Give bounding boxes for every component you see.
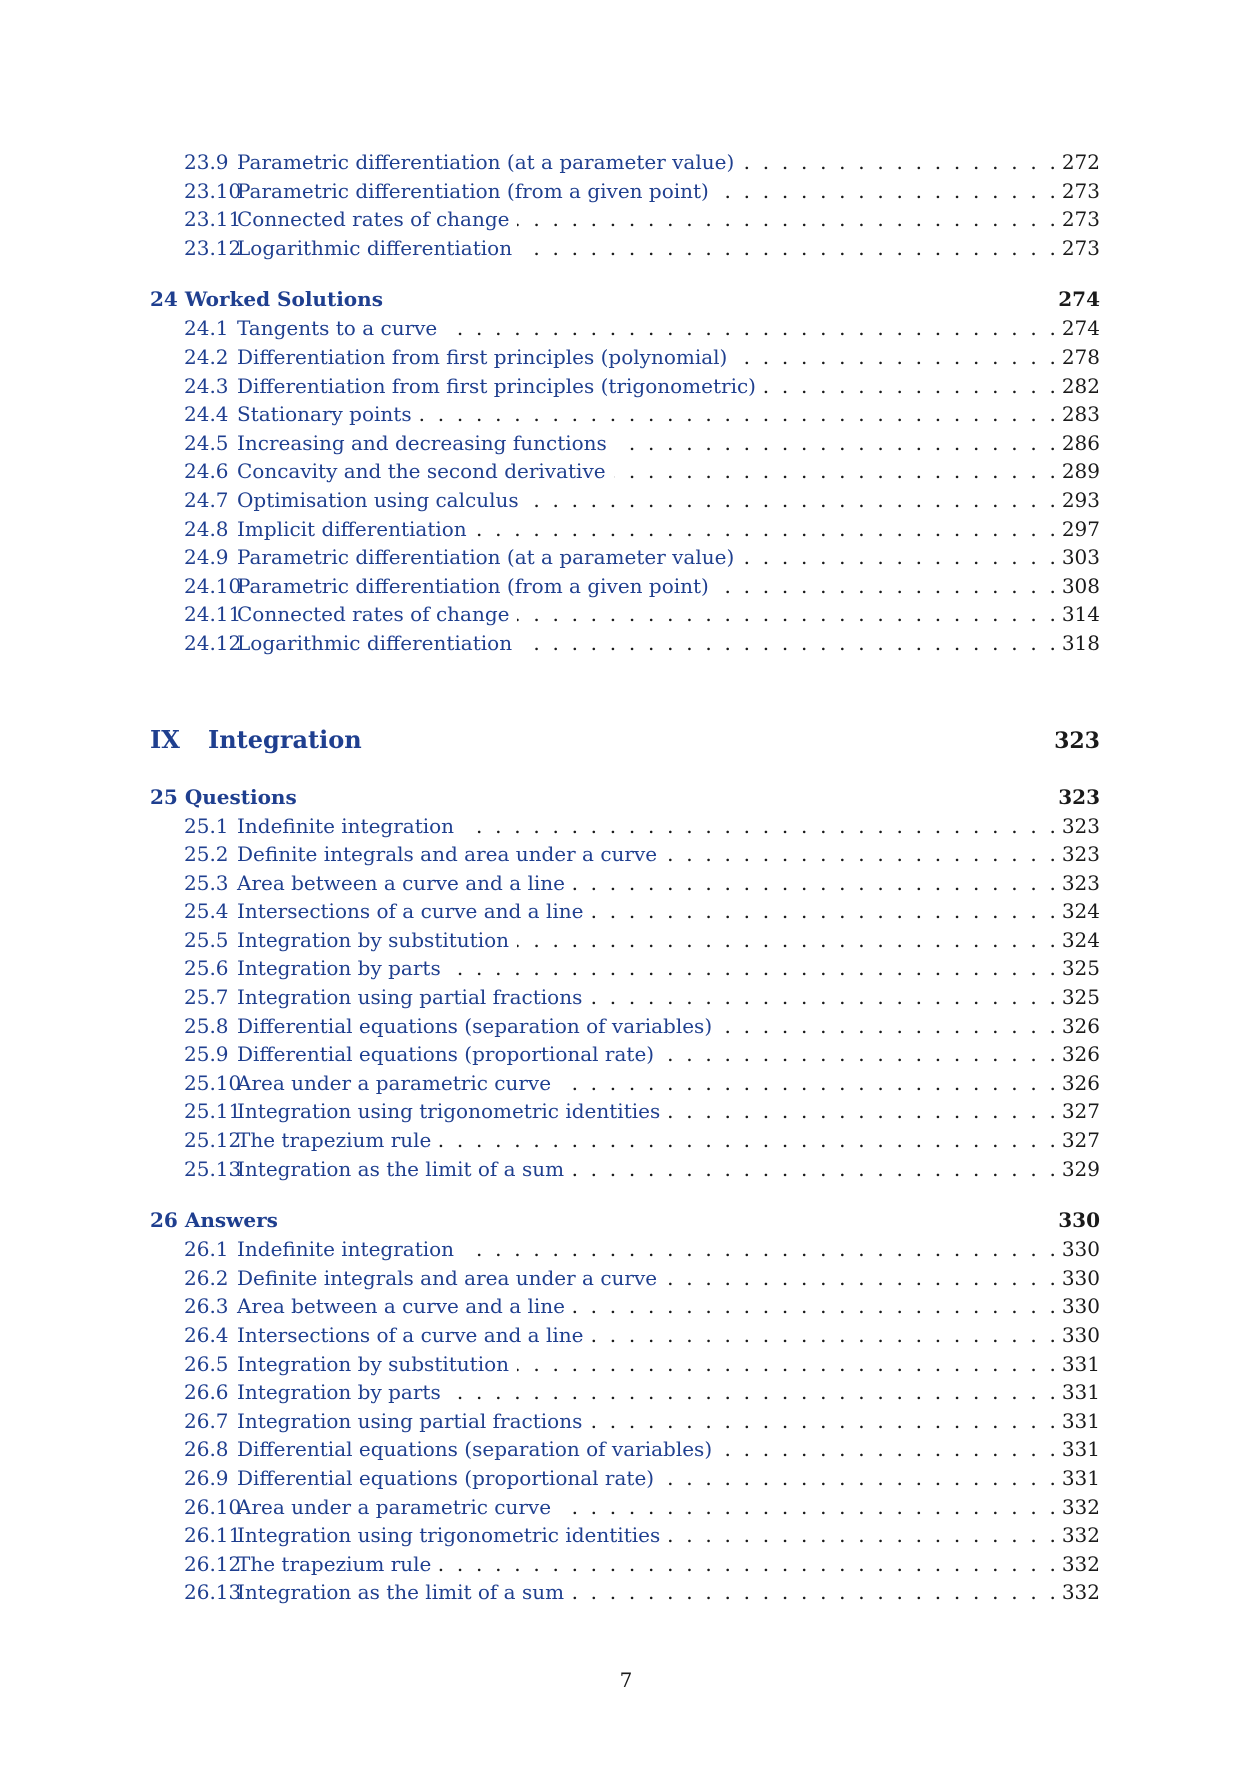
section-number: 24.8 bbox=[184, 516, 229, 541]
section-number: 26.4 bbox=[184, 1323, 229, 1347]
leader-dots bbox=[742, 148, 1056, 177]
page-number: 282 bbox=[1061, 373, 1100, 398]
leader-dots bbox=[475, 515, 1056, 544]
section-number: 24.10 bbox=[184, 573, 242, 598]
section-number: 23.11 bbox=[184, 207, 242, 232]
page-number: 303 bbox=[1061, 545, 1100, 570]
toc-entry[interactable] bbox=[150, 1350, 1100, 1379]
section-title: Differential equations (separation of variables) bbox=[237, 1437, 713, 1462]
leader-dots bbox=[717, 177, 1056, 206]
toc-entry[interactable] bbox=[150, 1435, 1100, 1464]
leader-dots bbox=[572, 1578, 1056, 1607]
toc-section-group-26 bbox=[150, 1235, 1100, 1607]
section-number: 24.4 bbox=[184, 402, 229, 427]
section-title: Logarithmic differentiation bbox=[237, 235, 513, 260]
toc-entry[interactable] bbox=[150, 343, 1100, 372]
page-number: 331 bbox=[1061, 1437, 1100, 1462]
section-number: 26.12 bbox=[184, 1551, 242, 1576]
section-title: Differentiation from first principles (polynomial) bbox=[237, 344, 728, 369]
leader-dots bbox=[527, 486, 1056, 515]
leader-dots bbox=[662, 1040, 1056, 1069]
toc-entry[interactable] bbox=[150, 1264, 1100, 1293]
leader-dots bbox=[445, 314, 1056, 343]
toc-entry[interactable] bbox=[150, 926, 1100, 955]
page-number: 329 bbox=[1061, 1156, 1100, 1181]
toc-entry[interactable] bbox=[150, 897, 1100, 926]
leader-dots bbox=[720, 1435, 1056, 1464]
leader-dots bbox=[742, 543, 1056, 572]
toc-entry[interactable] bbox=[150, 983, 1100, 1012]
leader-dots bbox=[517, 926, 1056, 955]
toc-entry[interactable] bbox=[150, 372, 1100, 401]
toc-chapter-24[interactable] bbox=[150, 284, 1100, 314]
page-number: 330 bbox=[1061, 1323, 1100, 1347]
part-number: IX bbox=[150, 724, 180, 754]
section-number: 23.10 bbox=[184, 178, 242, 203]
page-number: 323 bbox=[1061, 813, 1100, 838]
chapter-page-number: 274 bbox=[1058, 287, 1100, 312]
toc-section-group-25 bbox=[150, 812, 1100, 1184]
section-title: The trapezium rule bbox=[237, 1128, 432, 1153]
toc-entry[interactable] bbox=[150, 148, 1100, 177]
page-number: 308 bbox=[1061, 573, 1100, 598]
section-title: Definite integrals and area under a curve bbox=[237, 1265, 658, 1290]
section-number: 24.7 bbox=[184, 487, 229, 512]
chapter-number: 26 bbox=[150, 1208, 178, 1233]
toc-entry[interactable] bbox=[150, 205, 1100, 234]
toc-entry[interactable] bbox=[150, 1407, 1100, 1436]
toc-entry[interactable] bbox=[150, 1521, 1100, 1550]
chapter-page-number: 330 bbox=[1058, 1208, 1100, 1233]
section-title: Area between a curve and a line bbox=[237, 1294, 565, 1319]
toc-entry[interactable] bbox=[150, 1493, 1100, 1522]
section-number: 26.6 bbox=[184, 1380, 229, 1405]
section-number: 26.2 bbox=[184, 1265, 229, 1290]
section-number: 24.6 bbox=[184, 459, 229, 484]
section-number: 25.1 bbox=[184, 813, 229, 838]
section-number: 24.5 bbox=[184, 430, 229, 455]
section-number: 25.4 bbox=[184, 899, 229, 924]
page-number: 283 bbox=[1061, 402, 1100, 427]
section-title: Implicit differentiation bbox=[237, 516, 467, 541]
section-number: 25.13 bbox=[184, 1156, 242, 1181]
page-number: 293 bbox=[1061, 487, 1100, 512]
section-number: 26.10 bbox=[184, 1494, 242, 1519]
toc-entry[interactable] bbox=[150, 400, 1100, 429]
section-number: 25.3 bbox=[184, 870, 229, 895]
page-number: 331 bbox=[1061, 1465, 1100, 1490]
page-number: 331 bbox=[1061, 1351, 1100, 1376]
section-title: Area between a curve and a line bbox=[237, 870, 565, 895]
leader-dots bbox=[615, 429, 1056, 458]
page-number: 327 bbox=[1061, 1128, 1100, 1153]
section-title: Connected rates of change bbox=[237, 207, 510, 232]
toc-entry[interactable] bbox=[150, 1097, 1100, 1126]
section-title: Integration using trigonometric identities bbox=[237, 1099, 661, 1124]
leader-dots bbox=[520, 629, 1056, 658]
toc-entry[interactable] bbox=[150, 1550, 1100, 1579]
leader-dots bbox=[735, 343, 1055, 372]
chapter-number: 25 bbox=[150, 784, 178, 809]
chapter-title: Answers bbox=[184, 1208, 278, 1233]
page-number: 326 bbox=[1061, 1013, 1100, 1038]
section-title: Parametric differentiation (at a parameter value) bbox=[237, 150, 735, 174]
section-title: Increasing and decreasing functions bbox=[237, 430, 607, 455]
leader-dots bbox=[439, 1550, 1055, 1579]
section-number: 25.10 bbox=[184, 1070, 242, 1095]
page-number: 324 bbox=[1061, 899, 1100, 924]
page-number: 325 bbox=[1061, 985, 1100, 1010]
page-number: 331 bbox=[1061, 1408, 1100, 1433]
page-number: 286 bbox=[1061, 430, 1100, 455]
toc-entry[interactable] bbox=[150, 572, 1100, 601]
page-number: 273 bbox=[1061, 178, 1100, 203]
toc-chapter-26[interactable] bbox=[150, 1205, 1100, 1235]
section-title: Integration by substitution bbox=[237, 927, 510, 952]
leader-dots bbox=[665, 840, 1056, 869]
section-number: 24.1 bbox=[184, 316, 229, 341]
section-number: 25.9 bbox=[184, 1042, 229, 1067]
toc-entry[interactable] bbox=[150, 1126, 1100, 1155]
toc-entry[interactable] bbox=[150, 840, 1100, 869]
section-number: 26.9 bbox=[184, 1465, 229, 1490]
leader-dots bbox=[668, 1521, 1056, 1550]
toc-chapter-25[interactable] bbox=[150, 782, 1100, 812]
section-title: Indefinite integration bbox=[237, 813, 455, 838]
page-number: 332 bbox=[1061, 1523, 1100, 1548]
section-title: The trapezium rule bbox=[237, 1551, 432, 1576]
section-title: Area under a parametric curve bbox=[237, 1494, 552, 1519]
section-number: 25.6 bbox=[184, 956, 229, 981]
section-number: 23.9 bbox=[184, 150, 229, 174]
section-title: Differential equations (proportional rate) bbox=[237, 1465, 655, 1490]
section-number: 25.11 bbox=[184, 1099, 242, 1124]
leader-dots bbox=[449, 954, 1056, 983]
section-number: 24.2 bbox=[184, 344, 229, 369]
toc-entry[interactable] bbox=[150, 1235, 1100, 1264]
toc-entry[interactable] bbox=[150, 1155, 1100, 1184]
section-number: 26.13 bbox=[184, 1580, 242, 1605]
toc-section-group-23 bbox=[150, 148, 1100, 262]
leader-dots bbox=[662, 1464, 1056, 1493]
toc-entry[interactable] bbox=[150, 429, 1100, 458]
page-number: 274 bbox=[1061, 316, 1100, 341]
leader-dots bbox=[590, 1407, 1055, 1436]
section-title: Integration as the limit of a sum bbox=[237, 1580, 565, 1605]
chapter-number: 24 bbox=[150, 287, 178, 312]
leader-dots bbox=[462, 1235, 1056, 1264]
section-number: 23.12 bbox=[184, 235, 242, 260]
toc-entry[interactable] bbox=[150, 177, 1100, 206]
page-number: 323 bbox=[1061, 842, 1100, 867]
leader-dots bbox=[517, 600, 1055, 629]
section-title: Parametric differentiation (from a given point) bbox=[237, 573, 709, 598]
toc-entry[interactable] bbox=[150, 1321, 1100, 1350]
leader-dots bbox=[614, 457, 1056, 486]
section-number: 24.11 bbox=[184, 602, 242, 627]
section-title: Integration using trigonometric identities bbox=[237, 1523, 661, 1548]
page-footer-number: 7 bbox=[619, 1668, 633, 1692]
section-number: 26.3 bbox=[184, 1294, 229, 1319]
leader-dots bbox=[520, 234, 1056, 263]
toc-entry[interactable] bbox=[150, 543, 1100, 572]
section-number: 25.8 bbox=[184, 1013, 229, 1038]
section-title: Stationary points bbox=[237, 402, 412, 427]
section-title: Connected rates of change bbox=[237, 602, 510, 627]
section-number: 26.1 bbox=[184, 1237, 229, 1262]
page-number: 323 bbox=[1061, 870, 1100, 895]
page-number: 330 bbox=[1061, 1237, 1100, 1262]
toc-entry[interactable] bbox=[150, 1040, 1100, 1069]
page-number: 318 bbox=[1061, 630, 1100, 655]
leader-dots bbox=[665, 1264, 1056, 1293]
section-number: 26.11 bbox=[184, 1523, 242, 1548]
leader-dots bbox=[420, 400, 1056, 429]
section-title: Integration using partial fractions bbox=[237, 985, 583, 1010]
table-of-contents bbox=[150, 148, 1100, 1607]
section-title: Area under a parametric curve bbox=[237, 1070, 552, 1095]
toc-entry[interactable] bbox=[150, 1069, 1100, 1098]
page-number: 325 bbox=[1061, 956, 1100, 981]
toc-entry[interactable] bbox=[150, 812, 1100, 841]
section-title: Logarithmic differentiation bbox=[237, 630, 513, 655]
page-number: 326 bbox=[1061, 1042, 1100, 1067]
page-number: 331 bbox=[1061, 1380, 1100, 1405]
page-number: 272 bbox=[1061, 150, 1100, 174]
leader-dots bbox=[590, 983, 1055, 1012]
page-number: 326 bbox=[1061, 1070, 1100, 1095]
chapter-title: Questions bbox=[184, 784, 297, 809]
page-number: 273 bbox=[1061, 235, 1100, 260]
part-title: Integration bbox=[208, 724, 362, 754]
section-title: Tangents to a curve bbox=[237, 316, 438, 341]
toc-entry[interactable] bbox=[150, 1578, 1100, 1607]
section-title: Integration by parts bbox=[237, 1380, 441, 1405]
section-number: 24.3 bbox=[184, 373, 229, 398]
page-number: 330 bbox=[1061, 1294, 1100, 1319]
section-title: Indefinite integration bbox=[237, 1237, 455, 1262]
chapter-page-number: 323 bbox=[1058, 784, 1100, 809]
section-title: Concavity and the second derivative bbox=[237, 459, 606, 484]
leader-dots bbox=[559, 1069, 1056, 1098]
section-title: Optimisation using calculus bbox=[237, 487, 519, 512]
toc-entry[interactable] bbox=[150, 629, 1100, 658]
leader-dots bbox=[668, 1097, 1056, 1126]
section-title: Intersections of a curve and a line bbox=[237, 1323, 584, 1347]
leader-dots bbox=[517, 205, 1055, 234]
toc-entry[interactable] bbox=[150, 1464, 1100, 1493]
toc-entry[interactable] bbox=[150, 1292, 1100, 1321]
toc-entry[interactable] bbox=[150, 954, 1100, 983]
page-number: 314 bbox=[1061, 602, 1100, 627]
leader-dots bbox=[717, 572, 1056, 601]
section-title: Definite integrals and area under a curve bbox=[237, 842, 658, 867]
toc-part-ix[interactable] bbox=[150, 720, 1100, 760]
section-number: 25.12 bbox=[184, 1128, 242, 1153]
section-number: 26.8 bbox=[184, 1437, 229, 1462]
section-number: 25.7 bbox=[184, 985, 229, 1010]
section-number: 26.5 bbox=[184, 1351, 229, 1376]
section-title: Differentiation from first principles (trigonometric) bbox=[237, 373, 756, 398]
part-page-number: 323 bbox=[1054, 727, 1100, 754]
leader-dots bbox=[517, 1350, 1056, 1379]
section-number: 25.2 bbox=[184, 842, 229, 867]
page-number: 330 bbox=[1061, 1265, 1100, 1290]
leader-dots bbox=[559, 1493, 1056, 1522]
page-number: 289 bbox=[1061, 459, 1100, 484]
leader-dots bbox=[449, 1378, 1056, 1407]
page-number: 324 bbox=[1061, 927, 1100, 952]
leader-dots bbox=[572, 1155, 1056, 1184]
section-title: Parametric differentiation (at a parameter value) bbox=[237, 545, 735, 570]
leader-dots bbox=[439, 1126, 1055, 1155]
chapter-title: Worked Solutions bbox=[184, 287, 383, 312]
toc-entry[interactable] bbox=[150, 600, 1100, 629]
page-number: 332 bbox=[1061, 1494, 1100, 1519]
page-number: 278 bbox=[1061, 344, 1100, 369]
section-title: Integration by parts bbox=[237, 956, 441, 981]
section-number: 24.9 bbox=[184, 545, 229, 570]
section-number: 24.12 bbox=[184, 630, 242, 655]
page-number: 273 bbox=[1061, 207, 1100, 232]
toc-entry[interactable] bbox=[150, 314, 1100, 343]
leader-dots bbox=[720, 1012, 1056, 1041]
toc-entry[interactable] bbox=[150, 486, 1100, 515]
section-title: Integration using partial fractions bbox=[237, 1408, 583, 1433]
section-title: Integration as the limit of a sum bbox=[237, 1156, 565, 1181]
section-title: Intersections of a curve and a line bbox=[237, 899, 584, 924]
leader-dots bbox=[764, 372, 1056, 401]
leader-dots bbox=[462, 812, 1056, 841]
toc-entry[interactable] bbox=[150, 869, 1100, 898]
page-number: 332 bbox=[1061, 1551, 1100, 1576]
section-title: Differential equations (separation of variables) bbox=[237, 1013, 713, 1038]
leader-dots bbox=[573, 1292, 1056, 1321]
leader-dots bbox=[591, 1321, 1055, 1350]
toc-entry[interactable] bbox=[150, 1378, 1100, 1407]
leader-dots bbox=[573, 869, 1056, 898]
section-title: Integration by substitution bbox=[237, 1351, 510, 1376]
page-number: 327 bbox=[1061, 1099, 1100, 1124]
toc-entry[interactable] bbox=[150, 515, 1100, 544]
section-title: Parametric differentiation (from a given point) bbox=[237, 178, 709, 203]
toc-section-group-24 bbox=[150, 314, 1100, 657]
toc-entry[interactable] bbox=[150, 1012, 1100, 1041]
section-number: 26.7 bbox=[184, 1408, 229, 1433]
toc-entry[interactable] bbox=[150, 457, 1100, 486]
page-number: 297 bbox=[1061, 516, 1100, 541]
leader-dots bbox=[591, 897, 1055, 926]
section-number: 25.5 bbox=[184, 927, 229, 952]
toc-entry[interactable] bbox=[150, 234, 1100, 263]
page-number: 332 bbox=[1061, 1580, 1100, 1605]
section-title: Differential equations (proportional rate) bbox=[237, 1042, 655, 1067]
